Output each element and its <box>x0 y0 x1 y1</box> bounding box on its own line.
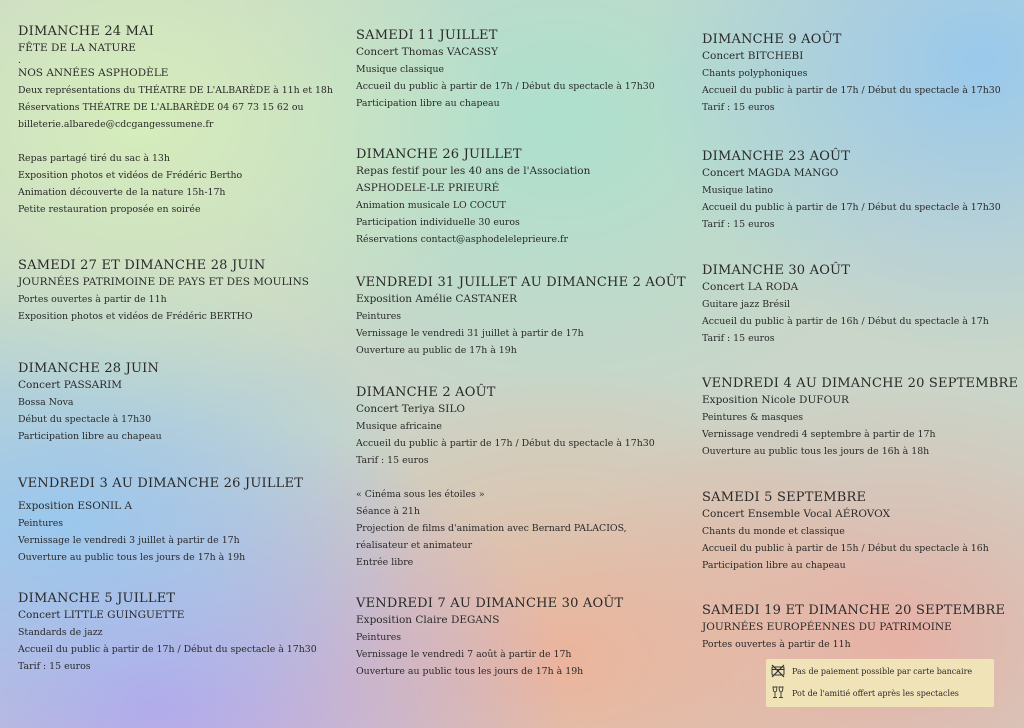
event-line: Accueil du public à partir de 17h / Début du spectacle à 17h30 <box>702 202 1001 213</box>
event-title: VENDREDI 31 JUILLET AU DIMANCHE 2 AOÛT <box>356 275 686 290</box>
event-line: Vernissage vendredi 4 septembre à partir de 17h <box>702 429 936 440</box>
event-line: Entrée libre <box>356 557 414 568</box>
event-line: Vernissage le vendredi 31 juillet à partir de 17h <box>356 328 584 339</box>
legend-text: Pot de l'amitié offert après les spectacles <box>792 688 959 698</box>
event-31-juillet-2-aout <box>356 275 686 359</box>
wine-glasses-icon <box>770 685 786 701</box>
event-line: Peintures <box>18 518 64 529</box>
event-subtitle: Exposition ESONIL A <box>18 500 133 512</box>
event-subtitle: ASPHODELE-LE PRIEURÉ <box>356 182 500 194</box>
event-9-aout <box>702 32 1001 116</box>
event-subtitle: Concert Thomas VACASSY <box>356 46 499 58</box>
event-subtitle: Exposition Claire DEGANS <box>356 614 500 626</box>
event-title: DIMANCHE 30 AOÛT <box>702 263 851 278</box>
event-subtitle: Concert Teriya SILO <box>356 403 466 415</box>
event-line: Projection de films d'animation avec Bernard PALACIOS, <box>356 523 627 534</box>
event-title: VENDREDI 7 AU DIMANCHE 30 AOÛT <box>356 596 624 611</box>
event-line: Peintures <box>356 632 402 643</box>
legend-row-no-card <box>770 663 972 679</box>
event-spacer <box>356 469 655 486</box>
event-title: SAMEDI 27 ET DIMANCHE 28 JUIN <box>18 258 266 273</box>
event-26-juillet <box>356 147 590 248</box>
event-line: Peintures & masques <box>702 412 804 423</box>
event-line: Tarif : 15 euros <box>702 333 775 344</box>
event-line: Accueil du public à partir de 17h / Début du spectacle à 17h30 <box>356 81 655 92</box>
event-line: Guitare jazz Brésil <box>702 299 790 310</box>
event-title: DIMANCHE 2 AOÛT <box>356 385 496 400</box>
event-line: Musique latino <box>702 185 774 196</box>
event-subtitle: FÊTE DE LA NATURE <box>18 42 136 54</box>
event-line: Chants polyphoniques <box>702 68 808 79</box>
event-line: Petite restauration proposée en soirée <box>18 204 201 215</box>
event-line: Repas partagé tiré du sac à 13h <box>18 153 170 164</box>
event-line: Réservations THÉATRE DE L'ALBARÈDE 04 67 73 15 62 ou <box>18 102 304 113</box>
event-title: VENDREDI 4 AU DIMANCHE 20 SEPTEMBRE <box>702 376 1019 391</box>
event-4-20-septembre <box>702 376 1018 460</box>
event-program-title: NOS ANNÉES ASPHODÈLE <box>18 67 169 79</box>
event-line: Animation découverte de la nature 15h-17h <box>18 187 226 198</box>
event-subtitle: Repas festif pour les 40 ans de l'Association <box>356 165 591 177</box>
event-line: Deux représentations du THÉATRE DE L'ALBARÈDE à 11h et 18h <box>18 85 333 96</box>
event-line: Ouverture au public tous les jours de 16h à 18h <box>702 446 930 457</box>
event-line: Participation libre au chapeau <box>356 98 500 109</box>
legend-row-aperitif <box>770 685 959 701</box>
event-line: Bossa Nova <box>18 397 74 408</box>
event-subtitle: Exposition Amélie CASTANER <box>356 293 517 305</box>
event-2-aout <box>356 385 655 571</box>
event-5-juillet <box>18 591 317 675</box>
event-line: Portes ouvertes à partir de 11h <box>702 639 851 650</box>
no-credit-card-icon <box>770 663 786 679</box>
event-11-juillet <box>356 28 655 112</box>
event-line: Participation individuelle 30 euros <box>356 217 520 228</box>
event-7-30-aout <box>356 596 623 680</box>
event-line: Accueil du public à partir de 17h / Début du spectacle à 17h30 <box>18 644 317 655</box>
event-line: Accueil du public à partir de 16h / Début du spectacle à 17h <box>702 316 989 327</box>
event-line: Peintures <box>356 311 402 322</box>
event-line: Accueil du public à partir de 15h / Début du spectacle à 16h <box>702 543 989 554</box>
legend-box <box>766 659 994 707</box>
event-line: Participation libre au chapeau <box>702 560 846 571</box>
event-title: DIMANCHE 23 AOÛT <box>702 149 851 164</box>
event-subtitle: Concert MAGDA MANGO <box>702 167 839 179</box>
event-23-aout <box>702 149 1001 233</box>
event-30-aout <box>702 263 989 347</box>
event-line: Tarif : 15 euros <box>702 219 775 230</box>
event-subtitle: Concert PASSARIM <box>18 379 123 391</box>
event-line: Ouverture au public tous les jours de 17h à 19h <box>18 552 246 563</box>
event-line: Chants du monde et classique <box>702 526 845 537</box>
event-5-septembre <box>702 490 989 574</box>
event-title: DIMANCHE 5 JUILLET <box>18 591 176 606</box>
event-line: réalisateur et animateur <box>356 540 473 551</box>
event-subtitle: JOURNÉES PATRIMOINE DE PAYS ET DES MOULINS <box>18 276 309 288</box>
event-line: Séance à 21h <box>356 506 420 517</box>
event-line: Participation libre au chapeau <box>18 431 162 442</box>
event-line: billeterie.albarede@cdcgangessumene.fr <box>18 119 214 130</box>
event-subtitle: Concert LITTLE GUINGUETTE <box>18 609 185 621</box>
event-subtitle: Concert BITCHEBI <box>702 50 804 62</box>
event-line: Tarif : 15 euros <box>702 102 775 113</box>
event-28-juin <box>18 361 162 445</box>
event-spacer <box>18 133 333 150</box>
event-title: DIMANCHE 28 JUIN <box>18 361 160 376</box>
event-title: SAMEDI 19 ET DIMANCHE 20 SEPTEMBRE <box>702 603 1006 618</box>
event-24-mai <box>18 24 333 218</box>
event-19-20-septembre <box>702 603 1005 653</box>
event-subtitle: JOURNÉES EUROPÉENNES DU PATRIMOINE <box>702 621 952 633</box>
event-subtitle: Concert LA RODA <box>702 281 799 293</box>
event-line: Ouverture au public de 17h à 19h <box>356 345 517 356</box>
event-dot: . <box>18 55 21 66</box>
event-27-28-juin <box>18 258 309 325</box>
event-title: SAMEDI 5 SEPTEMBRE <box>702 490 867 505</box>
event-title: DIMANCHE 24 MAI <box>18 24 155 39</box>
event-line: Tarif : 15 euros <box>18 661 91 672</box>
event-line: Accueil du public à partir de 17h / Début du spectacle à 17h30 <box>702 85 1001 96</box>
event-line: Portes ouvertes à partir de 11h <box>18 294 167 305</box>
event-3-26-juillet <box>18 476 303 566</box>
event-line: Ouverture au public tous les jours de 17h à 19h <box>356 666 584 677</box>
event-line: Vernissage le vendredi 7 août à partir de 17h <box>356 649 572 660</box>
event-line: Réservations contact@asphodeleleprieure.fr <box>356 234 569 245</box>
event-title: VENDREDI 3 AU DIMANCHE 26 JUILLET <box>18 476 304 491</box>
event-title: DIMANCHE 9 AOÛT <box>702 32 842 47</box>
event-subtitle: Exposition Nicole DUFOUR <box>702 394 849 406</box>
event-line: Accueil du public à partir de 17h / Début du spectacle à 17h30 <box>356 438 655 449</box>
event-line: Musique africaine <box>356 421 442 432</box>
event-title: SAMEDI 11 JUILLET <box>356 28 498 43</box>
event-line: Exposition photos et vidéos de Frédéric Bertho <box>18 170 243 181</box>
event-line: « Cinéma sous les étoiles » <box>356 489 485 500</box>
event-line: Exposition photos et vidéos de Frédéric BERTHO <box>18 311 253 322</box>
legend-text: Pas de paiement possible par carte bancaire <box>792 666 973 676</box>
event-line: Tarif : 15 euros <box>356 455 429 466</box>
event-line: Musique classique <box>356 64 445 75</box>
event-subtitle: Concert Ensemble Vocal AÉROVOX <box>702 508 891 520</box>
event-line: Standards de jazz <box>18 627 103 638</box>
event-title: DIMANCHE 26 JUILLET <box>356 147 522 162</box>
event-line: Vernissage le vendredi 3 juillet à partir de 17h <box>18 535 240 546</box>
event-line: Début du spectacle à 17h30 <box>18 414 152 425</box>
event-line: Animation musicale LO COCUT <box>356 200 506 211</box>
